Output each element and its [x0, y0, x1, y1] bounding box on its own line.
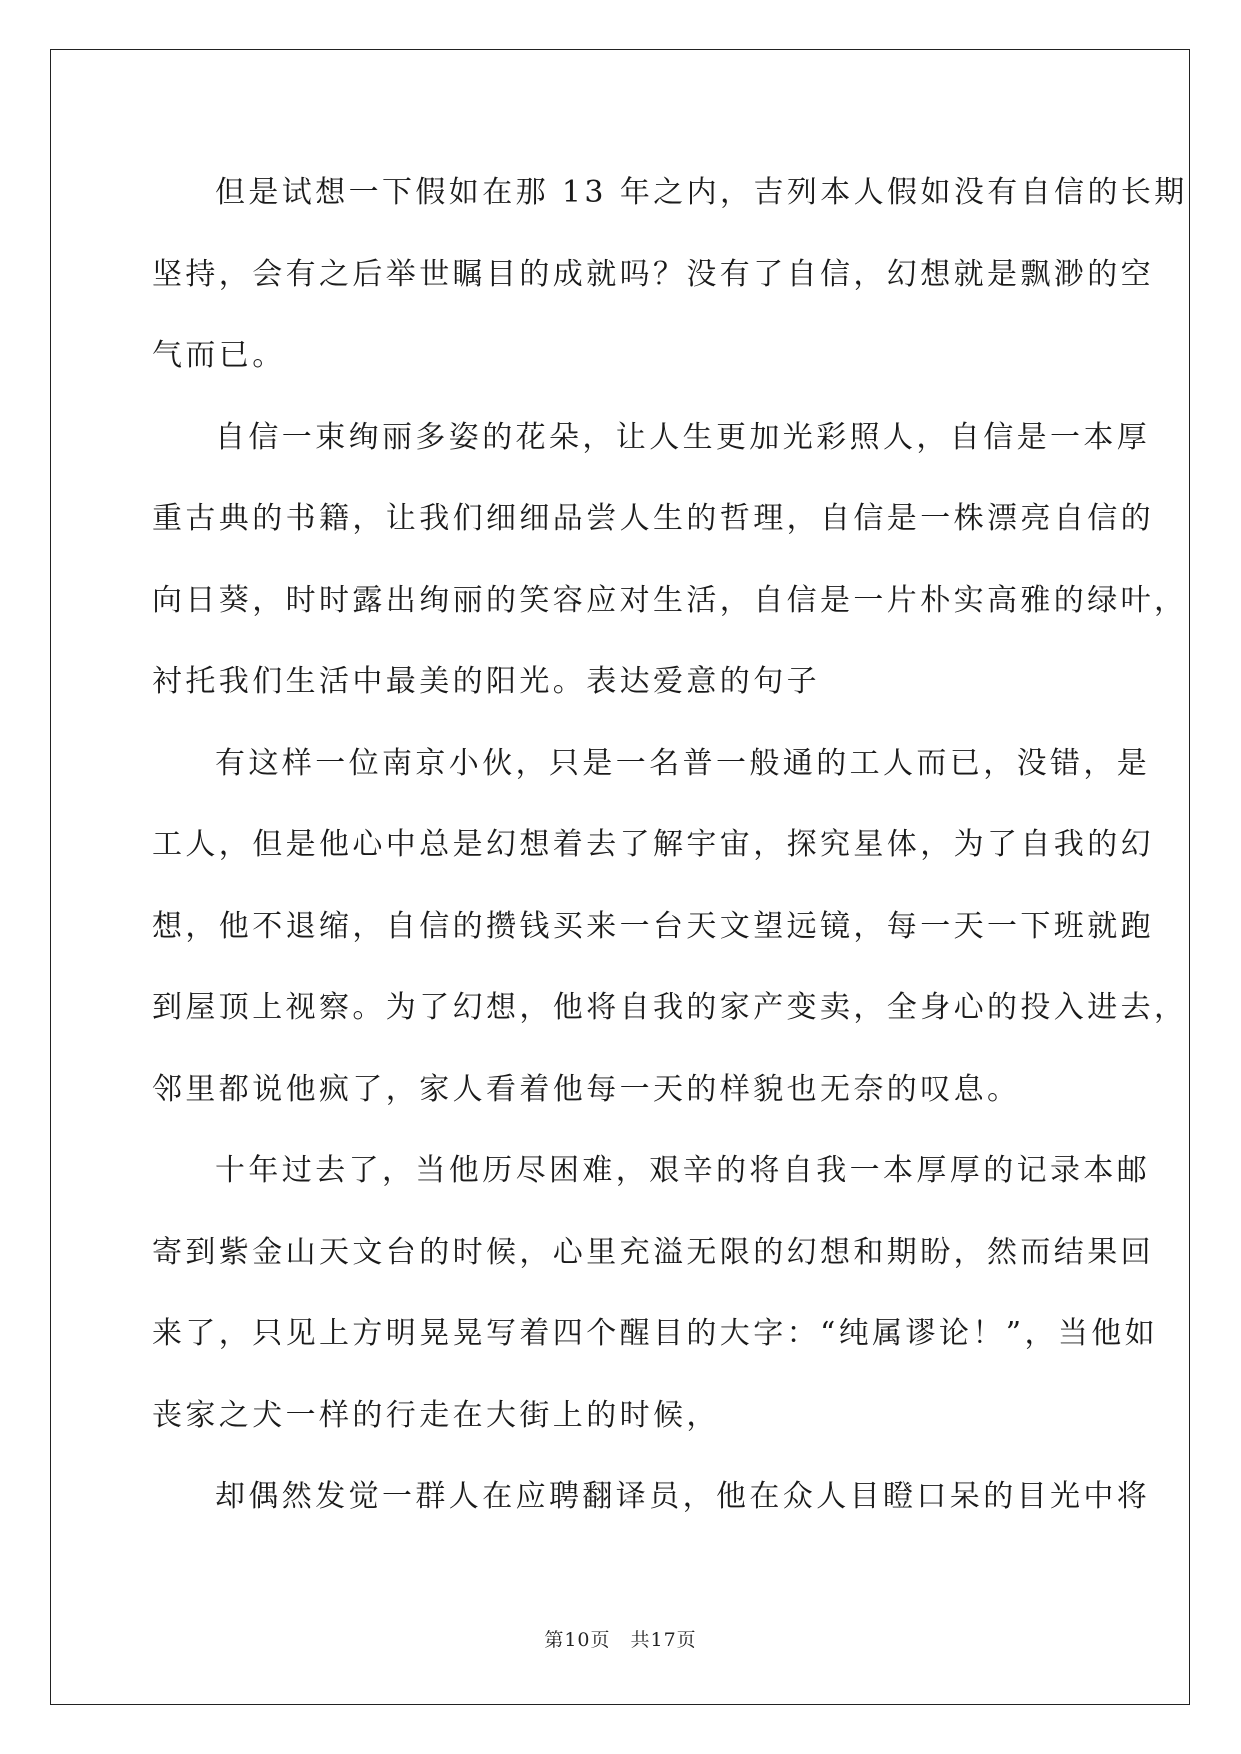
- text-line: 到屋顶上视察。为了幻想，他将自我的家产变卖，全身心的投入进去，: [152, 990, 1188, 1025]
- document-body: [152, 158, 1188, 1544]
- text-line: 坚持，会有之后举世瞩目的成就吗？没有了自信，幻想就是飘渺的空: [152, 256, 1154, 292]
- page-number-label: 第10页 共17页: [544, 1629, 697, 1651]
- text-line: 自信一束绚丽多姿的花朵，让人生更加光彩照人，自信是一本厚: [215, 419, 1151, 455]
- text-line: 重古典的书籍，让我们细细品尝人生的哲理，自信是一株漂亮自信的: [152, 501, 1154, 536]
- text-line: 工人，但是他心中总是幻想着去了解宇宙，探究星体，为了自我的幻: [152, 827, 1154, 862]
- text-line: 却偶然发觉一群人在应聘翻译员，他在众人目瞪口呆的目光中将: [215, 1479, 1151, 1514]
- text-line: 邻里都说他疯了，家人看着他每一天的样貌也无奈的叹息。: [152, 1071, 1021, 1107]
- page-footer: [0, 1625, 1241, 1652]
- text-line: 来了，只见上方明晃晃写着四个醒目的大字：“纯属谬论！”，当他如: [152, 1316, 1159, 1351]
- text-line: 但是试想一下假如在那 13 年之内，吉列本人假如没有自信的长期: [215, 175, 1188, 210]
- text-line: 气而已。: [152, 338, 286, 373]
- text-line: 想，他不退缩，自信的攒钱买来一台天文望远镜，每一天一下班就跑: [152, 908, 1154, 944]
- text-line: 十年过去了，当他历尽困难，艰辛的将自我一本厚厚的记录本邮: [215, 1153, 1151, 1188]
- text-line: 向日葵，时时露出绚丽的笑容应对生活，自信是一片朴实高雅的绿叶，: [152, 582, 1188, 618]
- text-line: 衬托我们生活中最美的阳光。表达爱意的句子: [152, 664, 820, 699]
- text-line: 有这样一位南京小伙，只是一名普一般通的工人而已，没错，是: [215, 745, 1151, 781]
- text-line: 丧家之犬一样的行走在大街上的时候，: [152, 1397, 720, 1433]
- text-line: 寄到紫金山天文台的时候，心里充溢无限的幻想和期盼，然而结果回: [152, 1234, 1154, 1270]
